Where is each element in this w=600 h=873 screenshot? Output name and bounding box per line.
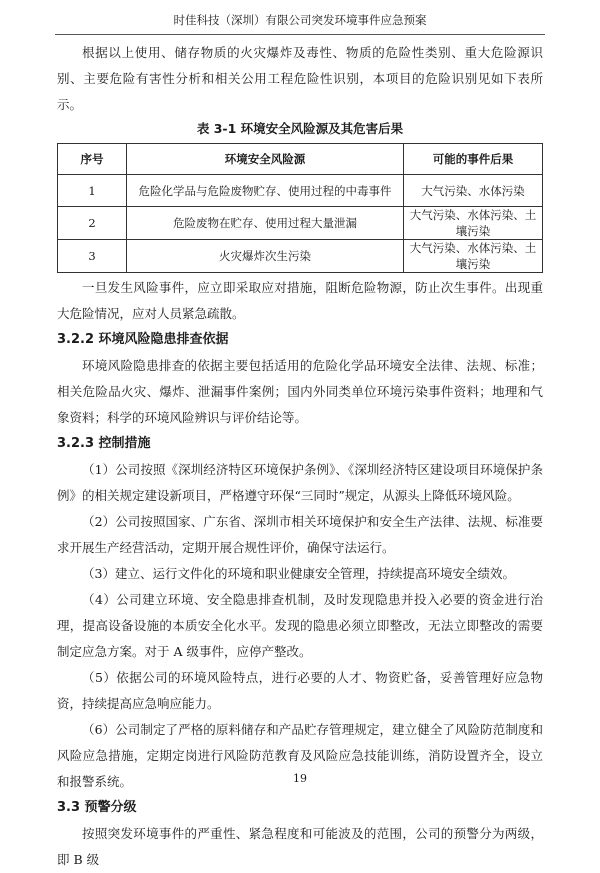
- after-table-paragraph: 一旦发生风险事件，应立即采取应对措施，阻断危险物源，防止次生事件。出现重大危险情况，应对人员紧急疏散。: [57, 280, 543, 321]
- header-risk-source: 环境安全风险源: [127, 144, 404, 175]
- section-heading-3-2-3: 3.2.3 控制措施: [57, 436, 151, 451]
- header-consequence: 可能的事件后果: [404, 144, 543, 175]
- control-measure-3: （3）建立、运行文件化的环境和职业健康安全管理，持续提高环境安全绩效。: [82, 566, 515, 581]
- cell-index: 1: [58, 175, 127, 207]
- cell-risk-source: 火灾爆炸次生污染: [127, 240, 404, 273]
- cell-index: 3: [58, 240, 127, 273]
- table-caption: 表 3-1 环境安全风险源及其危害后果: [196, 121, 404, 136]
- cell-index: 2: [58, 207, 127, 240]
- section-heading-3-2-2: 3.2.2 环境风险隐患排查依据: [57, 332, 229, 347]
- control-measure-4: （4）公司建立环境、安全隐患排查机制，及时发现隐患并投入必要的资金进行治理，提高设备设施的本质安全化水平。发现的隐患必须立即整改，无法立即整改的需要制定应急方案。对于 A 级事件，应停产整改。: [57, 592, 543, 659]
- cell-consequence: 大气污染、水体污染: [404, 175, 543, 207]
- page-header: 时佳科技（深圳）有限公司突发环境事件应急预案: [55, 12, 545, 35]
- control-measure-2: （2）公司按照国家、广东省、深圳市相关环境保护和安全生产法律、法规、标准要求开展生产经营活动，定期开展合规性评价，确保守法运行。: [57, 514, 543, 555]
- cell-consequence: 大气污染、水体污染、土壤污染: [404, 240, 543, 273]
- cell-risk-source: 危险废物在贮存、使用过程大量泄漏: [127, 207, 404, 240]
- control-measure-1: （1）公司按照《深圳经济特区环境保护条例》、《深圳经济特区建设项目环境保护条例》的相关规定建设新项目，严格遵守环保“三同时”规定，从源头上降低环境风险。: [57, 462, 543, 503]
- table-row: [58, 175, 543, 207]
- page-content: [57, 40, 543, 873]
- cell-risk-source: 危险化学品与危险废物贮存、使用过程的中毒事件: [127, 175, 404, 207]
- table-row: [58, 207, 543, 240]
- table-row: [58, 240, 543, 273]
- section-heading-3-3: 3.3 预警分级: [57, 800, 137, 815]
- control-measure-5: （5）依据公司的环境风险特点，进行必要的人才、物资贮备，妥善管理好应急物资，持续提高应急响应能力。: [57, 670, 543, 711]
- table-header-row: [58, 144, 543, 175]
- cell-consequence: 大气污染、水体污染、土壤污染: [404, 207, 543, 240]
- section-3-2-2-text: 环境风险隐患排查的依据主要包括适用的危险化学品环境安全法律、法规、标准；相关危险品火灾、爆炸、泄漏事件案例；国内外同类单位环境污染事件资料；地理和气象资料；科学的环境风险辨识与评价结论等。: [57, 358, 543, 425]
- control-measure-6: （6）公司制定了严格的原料储存和产品贮存管理规定，建立健全了风险防范制度和风险应急措施，定期定岗进行风险防范教育及风险应急技能训练，消防设置齐全，设立和报警系统。: [57, 722, 543, 789]
- intro-paragraph: 根据以上使用、储存物质的火灾爆炸及毒性、物质的危险性类别、重大危险源识别、主要危险有害性分析和相关公用工程危险性识别，本项目的危险识别见如下表所示。: [57, 45, 543, 112]
- header-index: 序号: [58, 144, 127, 175]
- risk-table: [57, 143, 543, 273]
- page-number: 19: [293, 772, 307, 785]
- section-3-3-text: 按照突发环境事件的严重性、紧急程度和可能波及的范围，公司的预警分为两级，即 B 级: [57, 826, 543, 867]
